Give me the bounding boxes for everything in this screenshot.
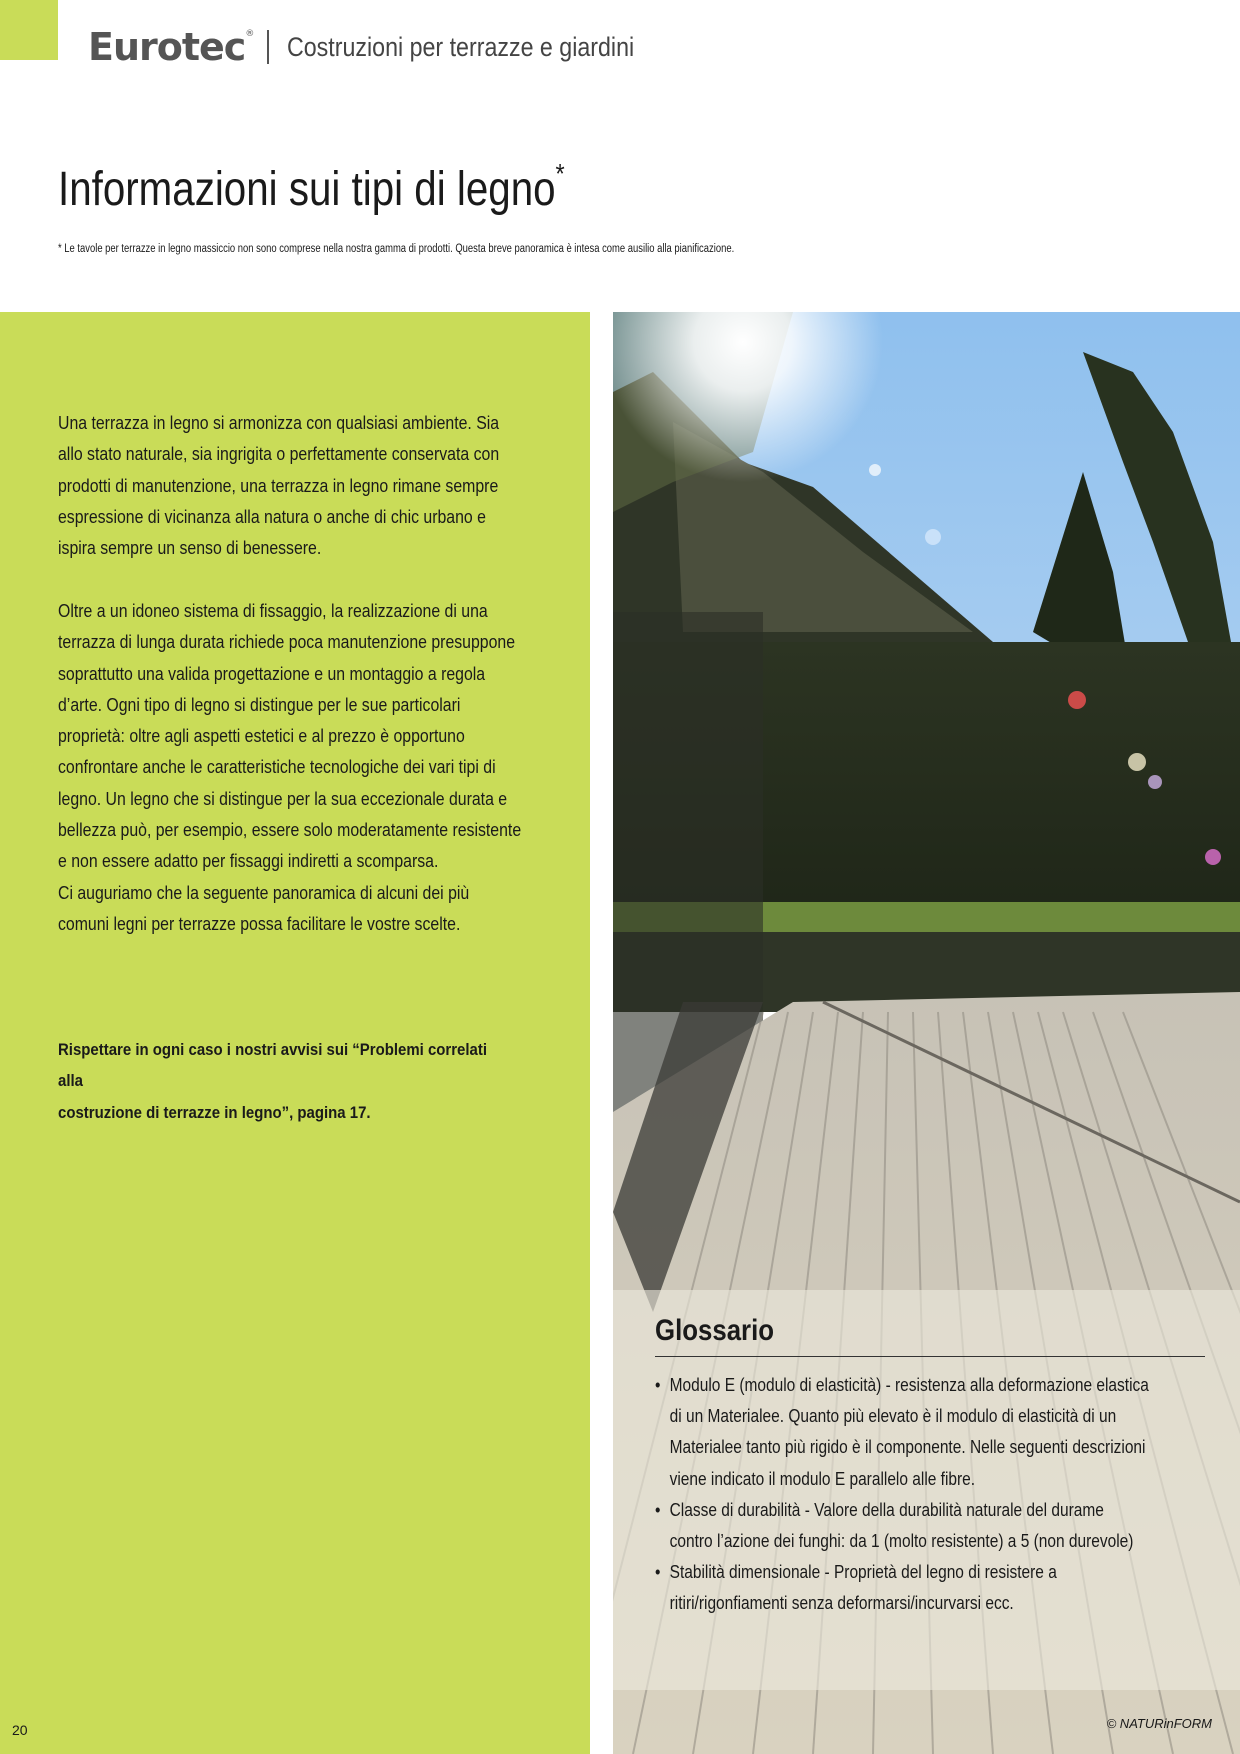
- body-line: legno. Un legno che si distingue per la sua eccezionale durata e: [58, 788, 508, 809]
- glossary-title: Glossario: [655, 1314, 775, 1347]
- notice-line: Rispettare in ogni caso i nostri avvisi sui “Problemi correlati alla: [58, 1040, 487, 1091]
- page-number: 20: [12, 1722, 28, 1738]
- intro-line: ispira sempre un senso di benessere.: [58, 538, 322, 559]
- logo-text: Eurotec: [88, 25, 246, 69]
- body-line: confrontare anche le caratteristiche tecnologiche dei vari tipi di: [58, 757, 496, 778]
- header-divider: [267, 30, 269, 64]
- footnote: * Le tavole per terrazze in legno massiccio non sono comprese nella nostra gamma di prodotti. Questa breve panoramica è intesa come ausilio alla pianificazione.: [58, 243, 735, 255]
- glossary-divider: [655, 1356, 1205, 1357]
- glossary-line: • Classe di durabilità - Valore della durabilità naturale del durame: [669, 1499, 1104, 1520]
- intro-line: Una terrazza in legno si armonizza con qualsiasi ambiente. Sia: [58, 413, 500, 433]
- glossary-item-stabilita-dimensionale: [655, 1557, 1205, 1619]
- glossary-line: viene indicato il modulo E parallelo alle fibre.: [669, 1468, 976, 1489]
- body-line: proprietà: oltre agli aspetti estetici e al prezzo è opportuno: [58, 726, 465, 747]
- glossary-item-classe-durabilita: [655, 1495, 1205, 1557]
- body-line: bellezza può, per esempio, essere solo moderatamente resistente: [58, 820, 522, 841]
- glossary-line: contro l’azione dei funghi: da 1 (molto resistente) a 5 (non durevole): [669, 1531, 1134, 1552]
- intro-line: prodotti di manutenzione, una terrazza in legno rimane sempre: [58, 475, 499, 496]
- glossary-list: [655, 1370, 1205, 1620]
- photo-credit: © NATURinFORM: [1106, 1716, 1212, 1731]
- corner-accent-block: [0, 0, 58, 60]
- body-line: d’arte. Ogni tipo di legno si distingue per le sue particolari: [58, 694, 461, 715]
- glossary-line: Materialee tanto più rigido è il componente. Nelle seguenti descrizioni: [669, 1437, 1146, 1458]
- glossary-line: • Stabilità dimensionale - Proprietà del legno di resistere a: [669, 1562, 1057, 1583]
- body-line: Ci auguriamo che la seguente panoramica di alcuni dei più: [58, 882, 470, 903]
- body-line: Oltre a un idoneo sistema di fissaggio, la realizzazione di una: [58, 601, 488, 621]
- glossary-item-modulo-e: [655, 1370, 1205, 1495]
- intro-line: allo stato naturale, sia ingrigita o perfettamente conservata con: [58, 444, 500, 465]
- page-title-text: Informazioni sui tipi di legno: [58, 163, 556, 216]
- notice-paragraph: [58, 1034, 516, 1128]
- body-paragraph: [58, 596, 551, 940]
- header-subtitle: Costruzioni per terrazze e giardini: [287, 31, 635, 62]
- page-title: [58, 158, 565, 217]
- body-line: e non essere adatto per fissaggi indiretti a scomparsa.: [58, 851, 439, 872]
- logo-registered-mark: ®: [245, 29, 254, 39]
- page-header: [88, 22, 691, 72]
- body-line: terrazza di lunga durata richiede poca manutenzione presuppone: [58, 632, 516, 653]
- body-line: soprattutto una valida progettazione e un montaggio a regola: [58, 663, 486, 684]
- notice-line: costruzione di terrazze in legno”, pagina 17.: [58, 1102, 371, 1122]
- glossary-box: [613, 1290, 1240, 1690]
- glossary-line: di un Materialee. Quanto più elevato è il modulo di elasticità di un: [669, 1406, 1117, 1427]
- intro-paragraph: [58, 408, 551, 564]
- glossary-line: • Modulo E (modulo di elasticità) - resistenza alla deformazione elastica: [669, 1375, 1149, 1395]
- intro-line: espressione di vicinanza alla natura o anche di chic urbano e: [58, 506, 486, 527]
- glossary-line: ritiri/rigonfiamenti senza deformarsi/incurvarsi ecc.: [669, 1593, 1014, 1614]
- body-line: comuni legni per terrazze possa facilitare le vostre scelte.: [58, 913, 461, 934]
- eurotec-logo: [88, 25, 254, 69]
- page-title-asterisk: *: [555, 158, 565, 189]
